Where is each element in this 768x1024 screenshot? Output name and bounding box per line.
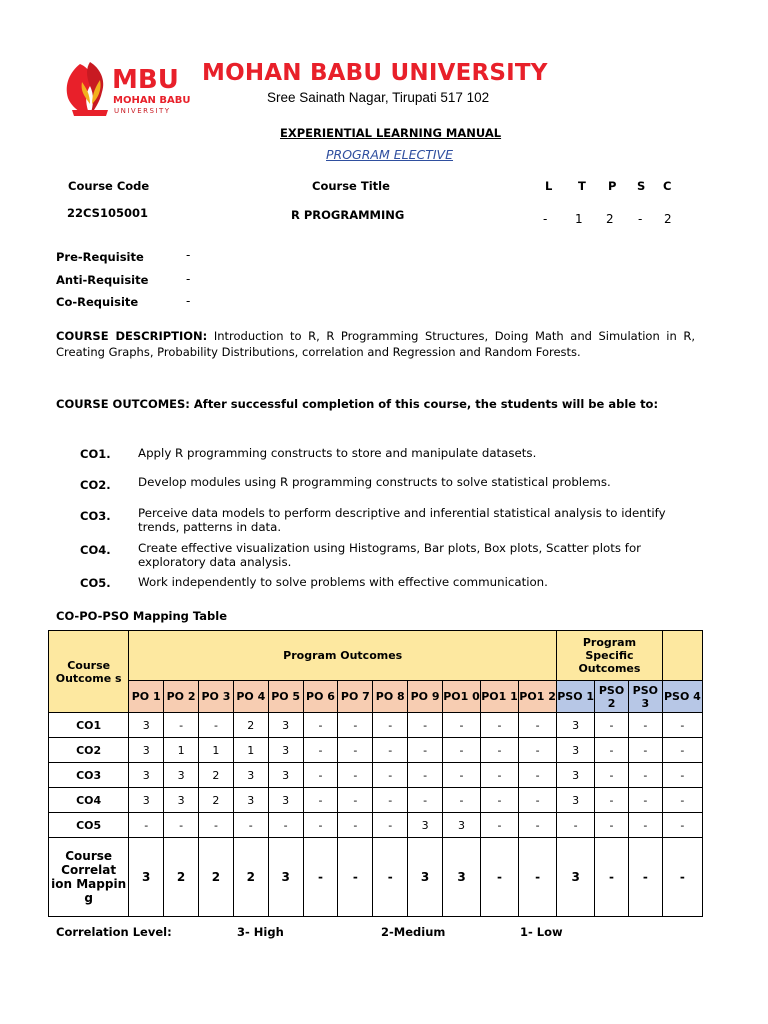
table-cell: 3 — [129, 838, 164, 917]
table-cell: 2 — [199, 788, 234, 813]
table-row — [49, 788, 703, 813]
table-cell: - — [481, 763, 519, 788]
table-cell: 3 — [557, 838, 595, 917]
ltpsc-value-s: - — [638, 212, 643, 226]
phoenix-emblem-icon — [67, 62, 108, 116]
table-cell: - — [519, 713, 557, 738]
table-cell: - — [595, 713, 629, 738]
table-cell: - — [338, 813, 373, 838]
ltpsc-value-p: 2 — [606, 212, 614, 226]
logo-short: MBU — [112, 65, 179, 95]
table-row — [49, 738, 703, 763]
co-po-pso-mapping-table — [48, 630, 703, 917]
table-cell: - — [443, 713, 481, 738]
table-cell: - — [628, 813, 662, 838]
table-cell: - — [519, 738, 557, 763]
table-cell: - — [373, 813, 408, 838]
col-header: PO 6 — [303, 681, 338, 713]
table-cell: - — [233, 813, 268, 838]
table-cell: - — [481, 813, 519, 838]
table-cell: 1 — [199, 738, 234, 763]
table-cell: - — [557, 813, 595, 838]
co2-code: CO2. — [80, 478, 111, 492]
ltpsc-label-t: T — [578, 179, 586, 193]
co1-text: Apply R programming constructs to store and manipulate datasets. — [138, 446, 537, 460]
ltpsc-label-p: P — [608, 179, 617, 193]
table-cell: - — [408, 713, 443, 738]
course-title-label: Course Title — [312, 179, 390, 193]
course-outcomes-heading: COURSE OUTCOMES: After successful completion of this course, the students will be able to: — [56, 397, 659, 411]
co-requisite-value: - — [186, 294, 191, 308]
co-row-label: CO4 — [49, 788, 129, 813]
table-cell: - — [662, 838, 702, 917]
table-cell: - — [595, 738, 629, 763]
table-cell: 3 — [129, 738, 164, 763]
pre-requisite-value: - — [186, 248, 191, 262]
anti-requisite-value: - — [186, 272, 191, 286]
co1-code: CO1. — [80, 447, 111, 461]
table-row — [49, 763, 703, 788]
table-cell: - — [303, 788, 338, 813]
table-cell: - — [662, 788, 702, 813]
pso-header-spacer — [662, 631, 702, 681]
ltpsc-value-t: 1 — [575, 212, 583, 226]
pre-requisite-label: Pre-Requisite — [56, 250, 144, 264]
table-cell: - — [628, 838, 662, 917]
col-header: PO 2 — [164, 681, 199, 713]
correlation-low: 1- Low — [520, 925, 563, 939]
col-header: PO 5 — [268, 681, 303, 713]
anti-requisite-label: Anti-Requisite — [56, 273, 149, 287]
co4-text: Create effective visualization using Histograms, Bar plots, Box plots, Scatter plots for exploratory data analysis. — [138, 541, 642, 569]
table-cell: - — [268, 813, 303, 838]
col-header: PO 9 — [408, 681, 443, 713]
table-cell: - — [303, 813, 338, 838]
table-cell: - — [338, 788, 373, 813]
table-cell: 1 — [164, 738, 199, 763]
co3-text: Perceive data models to perform descriptive and inferential statistical analysis to identify trends, patterns in data. — [138, 506, 666, 534]
course-description-label: COURSE DESCRIPTION: — [56, 329, 208, 343]
table-cell: - — [373, 738, 408, 763]
table-cell: - — [519, 788, 557, 813]
logo-line2: UNIVERSITY — [114, 107, 171, 115]
table-cell: - — [662, 738, 702, 763]
table-cell: - — [443, 763, 481, 788]
table-cell: 3 — [268, 788, 303, 813]
course-title-value: R PROGRAMMING — [291, 208, 405, 222]
table-cell: - — [199, 813, 234, 838]
table-cell: - — [481, 738, 519, 763]
table-cell: - — [595, 813, 629, 838]
table-cell: 3 — [268, 738, 303, 763]
table-row — [49, 813, 703, 838]
table-cell: - — [481, 838, 519, 917]
table-cell: 3 — [129, 763, 164, 788]
col-header: PO 3 — [199, 681, 234, 713]
table-cell: - — [408, 763, 443, 788]
col-header: PSO 2 — [595, 681, 629, 713]
table-cell: - — [595, 838, 629, 917]
table-cell: - — [481, 713, 519, 738]
col-header: PO1 0 — [443, 681, 481, 713]
course-description-text: Introduction to R, R Programming Structures, Doing Math and Simulation in R, Creating Graphs, Probability Distributions, correlation and Regression and Random Forests. — [56, 329, 695, 359]
col-header: PO 4 — [233, 681, 268, 713]
table-cell: - — [662, 813, 702, 838]
table-cell: - — [662, 763, 702, 788]
table-cell: - — [481, 788, 519, 813]
table-cell: 3 — [443, 813, 481, 838]
university-name: MOHAN BABU UNIVERSITY — [202, 60, 548, 86]
table-cell: - — [519, 813, 557, 838]
table-cell: 2 — [233, 713, 268, 738]
col-header: PO 7 — [338, 681, 373, 713]
university-logo — [60, 58, 190, 120]
correlation-level-label: Correlation Level: — [56, 925, 172, 939]
table-cell: - — [129, 813, 164, 838]
co5-code: CO5. — [80, 576, 111, 590]
table-cell: - — [338, 838, 373, 917]
table-cell: - — [373, 763, 408, 788]
course-description — [56, 329, 695, 360]
table-cell: - — [303, 838, 338, 917]
table-cell: - — [303, 738, 338, 763]
table-cell: 3 — [408, 813, 443, 838]
col-header: PO1 2 — [519, 681, 557, 713]
col-header: PO1 1 — [481, 681, 519, 713]
co-row-label: CO2 — [49, 738, 129, 763]
table-row — [49, 713, 703, 738]
col-header: PO 8 — [373, 681, 408, 713]
co3-code: CO3. — [80, 509, 111, 523]
course-code-label: Course Code — [68, 179, 150, 193]
university-address: Sree Sainath Nagar, Tirupati 517 102 — [267, 90, 490, 105]
table-cell: 2 — [199, 838, 234, 917]
correlation-high: 3- High — [237, 925, 284, 939]
manual-title: EXPERIENTIAL LEARNING MANUAL — [280, 126, 502, 140]
table-cell: - — [338, 713, 373, 738]
table-cell: 3 — [268, 713, 303, 738]
table-cell: 3 — [557, 713, 595, 738]
table-cell: 3 — [557, 788, 595, 813]
table-cell: 2 — [164, 838, 199, 917]
table-cell: - — [408, 788, 443, 813]
program-outcomes-header: Program Outcomes — [129, 631, 557, 681]
co5-text: Work independently to solve problems with effective communication. — [138, 575, 548, 589]
table-cell: - — [408, 738, 443, 763]
col-header: PSO 4 — [662, 681, 702, 713]
table-cell: - — [519, 838, 557, 917]
table-cell: - — [164, 813, 199, 838]
table-cell: 3 — [557, 763, 595, 788]
co4-code: CO4. — [80, 543, 111, 557]
correlation-mapping-label: Course Correlat ion Mappin g — [49, 838, 129, 917]
ltpsc-value-c: 2 — [664, 212, 672, 226]
table-cell: - — [373, 838, 408, 917]
table-cell: - — [628, 763, 662, 788]
logo-line1: MOHAN BABU — [113, 95, 190, 106]
table-cell: - — [628, 738, 662, 763]
correlation-medium: 2-Medium — [381, 925, 446, 939]
table-cell: 3 — [443, 838, 481, 917]
table-cell: - — [519, 763, 557, 788]
table-cell: 3 — [129, 788, 164, 813]
table-cell: - — [164, 713, 199, 738]
co2-text: Develop modules using R programming constructs to solve statistical problems. — [138, 475, 611, 489]
table-cell: 1 — [233, 738, 268, 763]
table-cell: - — [443, 788, 481, 813]
table-cell: 2 — [233, 838, 268, 917]
col-header: PSO 3 — [628, 681, 662, 713]
table-cell: - — [595, 788, 629, 813]
table-cell: - — [628, 788, 662, 813]
ltpsc-value-l: - — [543, 212, 548, 226]
ltpsc-label-l: L — [545, 179, 553, 193]
co-row-label: CO1 — [49, 713, 129, 738]
course-code-value: 22CS105001 — [67, 206, 148, 220]
table-cell: - — [443, 738, 481, 763]
col-header: PO 1 — [129, 681, 164, 713]
table-cell: - — [338, 738, 373, 763]
table-cell: 3 — [233, 788, 268, 813]
correlation-mapping-row — [49, 838, 703, 917]
table-cell: - — [373, 713, 408, 738]
table-cell: 3 — [268, 838, 303, 917]
table-cell: - — [662, 713, 702, 738]
table-cell: 3 — [268, 763, 303, 788]
course-outcomes-header: Course Outcome s — [49, 631, 129, 713]
table-cell: - — [303, 763, 338, 788]
pso-header: Program Specific Outcomes — [557, 631, 663, 681]
table-cell: - — [199, 713, 234, 738]
column-header-row — [49, 681, 703, 713]
table-cell: - — [373, 788, 408, 813]
program-elective-subtitle: PROGRAM ELECTIVE — [326, 147, 454, 162]
table-cell: - — [595, 763, 629, 788]
ltpsc-label-c: C — [663, 179, 672, 193]
co-row-label: CO3 — [49, 763, 129, 788]
co-row-label: CO5 — [49, 813, 129, 838]
table-cell: 3 — [557, 738, 595, 763]
table-cell: 3 — [408, 838, 443, 917]
col-header: PSO 1 — [557, 681, 595, 713]
table-cell: - — [628, 713, 662, 738]
table-cell: - — [303, 713, 338, 738]
table-cell: 3 — [233, 763, 268, 788]
mapping-table-title: CO-PO-PSO Mapping Table — [56, 609, 228, 623]
table-cell: 3 — [164, 788, 199, 813]
table-cell: 3 — [129, 713, 164, 738]
ltpsc-label-s: S — [637, 179, 646, 193]
co-requisite-label: Co-Requisite — [56, 295, 139, 309]
table-cell: 3 — [164, 763, 199, 788]
table-cell: - — [338, 763, 373, 788]
table-cell: 2 — [199, 763, 234, 788]
